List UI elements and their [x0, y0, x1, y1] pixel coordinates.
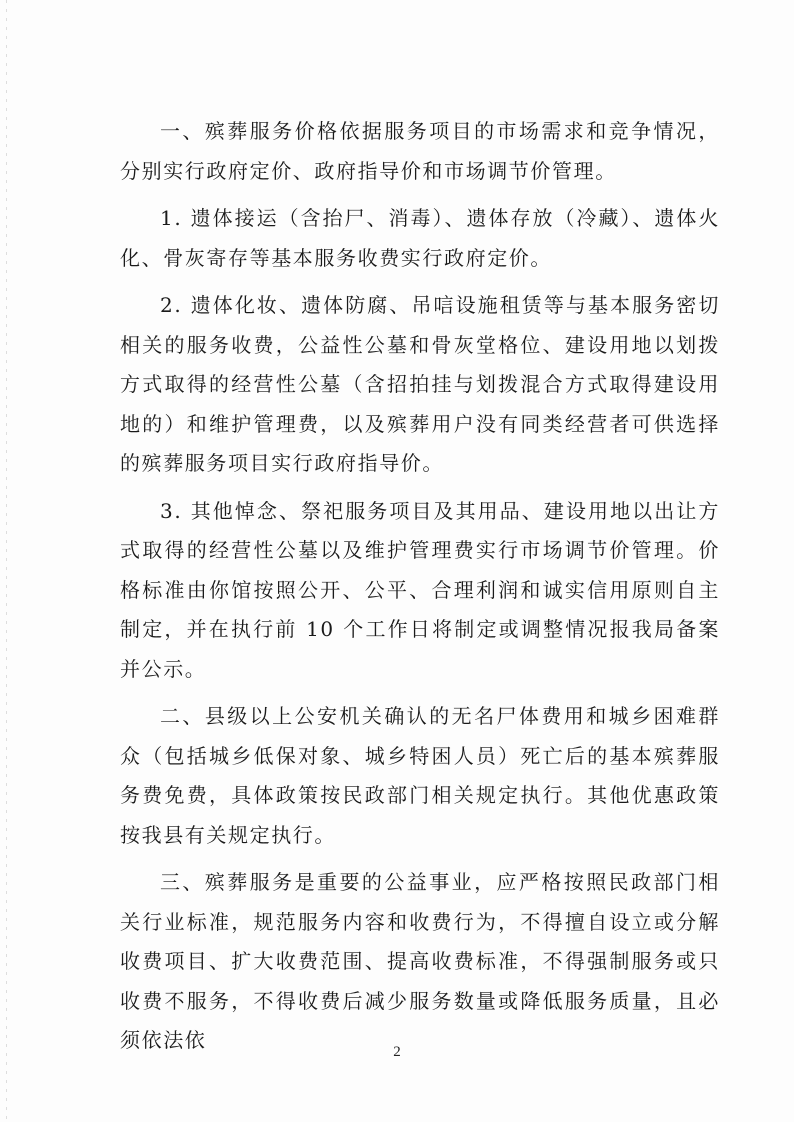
paragraph-section-one: 一、殡葬服务价格依据服务项目的市场需求和竞争情况，分别实行政府定价、政府指导价和市场调节价管理。	[120, 119, 720, 183]
page-number: 2	[393, 1044, 401, 1060]
paragraph-item-3: 3. 其他悼念、祭祀服务项目及其用品、建设用地以出让方式取得的经营性公墓以及维护管理费实行市场调节价管理。价格标准由你馆按照公开、公平、合理利润和诚实信用原则自主制定，并在执行前 10 个工作日将制定或调整情况报我局备案并公示。	[120, 498, 720, 681]
document-body	[120, 112, 720, 1069]
paragraph-section-three: 三、殡葬服务是重要的公益事业，应严格按照民政部门相关行业标准，规范服务内容和收费行为，不得擅自设立或分解收费项目、扩大收费范围、提高收费标准，不得强制服务或只收费不服务，不得收费后减少服务数量或降低服务质量，且必须依法依	[120, 870, 720, 1052]
paragraph-section-two: 二、县级以上公安机关确认的无名尸体费用和城乡困难群众（包括城乡低保对象、城乡特困人员）死亡后的基本殡葬服务费免费，具体政策按民政部门相关规定执行。其他优惠政策按我县有关规定执行。	[120, 704, 720, 847]
scan-edge-mark	[6, 0, 7, 1122]
paragraph-item-2: 2. 遗体化妆、遗体防腐、吊唁设施租赁等与基本服务密切相关的服务收费，公益性公墓和骨灰堂格位、建设用地以划拨方式取得的经营性公墓（含招拍挂与划拨混合方式取得建设用地的）和维护管理费，以及殡葬用户没有同类经营者可供选择的殡葬服务项目实行政府指导价。	[120, 293, 720, 475]
paragraph-item-1: 1. 遗体接运（含抬尸、消毒）、遗体存放（冷藏）、遗体火化、骨灰寄存等基本服务收费实行政府定价。	[120, 206, 720, 270]
